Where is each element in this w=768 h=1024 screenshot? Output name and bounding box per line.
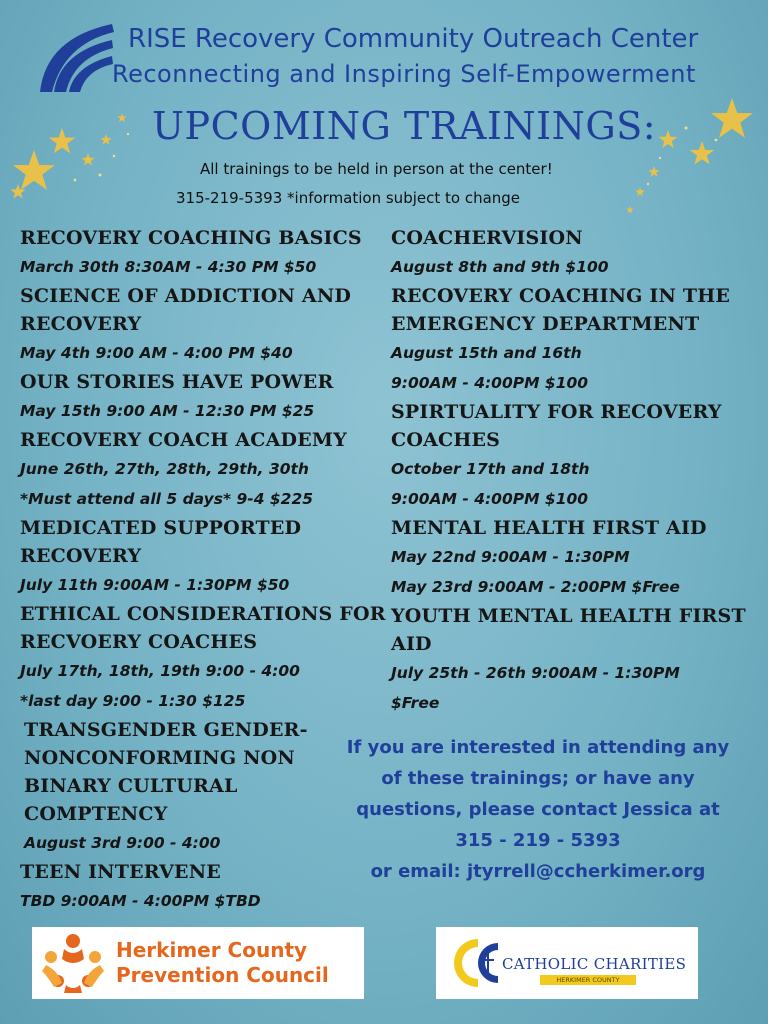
training-detail: May 15th 9:00 AM - 12:30 PM $25	[20, 402, 315, 420]
catholic-charities-logo	[436, 927, 698, 999]
training-title: OUR STORIES HAVE POWER	[20, 371, 334, 393]
training-detail: May 23rd 9:00AM - 2:00PM $Free	[391, 578, 680, 596]
training-detail: August 15th and 16th	[391, 344, 582, 362]
trainings-right-column	[391, 224, 753, 718]
training-detail: 9:00AM - 4:00PM $100	[391, 374, 589, 392]
training-detail: $Free	[391, 694, 440, 712]
catholic-charities-name: CATHOLIC CHARITIES	[502, 955, 687, 973]
training-detail: October 17th and 18th	[391, 460, 590, 478]
training-title: SPIRTUALITY FOR RECOVERY COACHES	[391, 401, 722, 451]
training-item	[391, 602, 753, 718]
training-detail: TBD 9:00AM - 4:00PM $TBD	[20, 892, 261, 910]
training-item	[20, 368, 386, 426]
training-item	[20, 426, 386, 514]
training-item	[20, 224, 386, 282]
cc-emblem-icon	[440, 933, 510, 993]
training-item	[391, 514, 753, 602]
training-detail: July 25th - 26th 9:00AM - 1:30PM	[391, 664, 680, 682]
training-item	[20, 282, 386, 368]
training-title: RECOVERY COACHING BASICS	[20, 227, 362, 249]
training-title: ETHICAL CONSIDERATIONS FOR RECVOERY COACHES	[20, 603, 386, 653]
training-title: SCIENCE OF ADDICTION AND RECOVERY	[20, 285, 352, 335]
trainings-left-column	[20, 224, 386, 916]
training-item	[20, 514, 386, 600]
training-detail: *last day 9:00 - 1:30 $125	[20, 692, 246, 710]
catholic-charities-sub: HERKIMER COUNTY	[540, 975, 636, 985]
in-person-note: All trainings to be held in person at the center!	[200, 160, 553, 178]
training-title: TEEN INTERVENE	[20, 861, 221, 883]
contact-message: If you are interested in attending any of these trainings; or have any questions, please contact Jessica at	[346, 737, 730, 820]
training-title: MEDICATED SUPPORTED RECOVERY	[20, 517, 302, 567]
training-detail: June 26th, 27th, 28th, 29th, 30th	[20, 460, 309, 478]
training-detail: *Must attend all 5 days* 9-4 $225	[20, 490, 314, 508]
training-detail: March 30th 8:30AM - 4:30 PM $50	[20, 258, 317, 276]
training-title: YOUTH MENTAL HEALTH FIRST AID	[391, 605, 746, 655]
training-detail: August 3rd 9:00 - 4:00	[24, 834, 221, 852]
herkimer-logo-text	[116, 938, 329, 988]
training-title: TRANSGENDER GENDER-NONCONFORMING NON BINARY CULTURAL COMPTENCY	[24, 719, 308, 825]
training-item	[20, 600, 386, 716]
contact-email: or email: jtyrrell@ccherkimer.org	[370, 861, 706, 882]
training-item	[391, 398, 753, 514]
training-detail: July 17th, 18th, 19th 9:00 - 4:00	[20, 662, 300, 680]
training-detail: 9:00AM - 4:00PM $100	[391, 490, 589, 508]
org-name: RISE Recovery Community Outreach Center	[128, 24, 699, 54]
training-item	[20, 858, 386, 916]
training-item	[391, 282, 753, 398]
phone-note: 315-219-5393 *information subject to change	[176, 189, 521, 207]
stars-decoration-icon	[0, 80, 768, 230]
tagline: Reconnecting and Inspiring Self-Empowerment	[112, 60, 696, 88]
herkimer-line-1: Herkimer County	[116, 938, 308, 962]
training-title: RECOVERY COACH ACADEMY	[20, 429, 347, 451]
people-circle-icon	[38, 931, 108, 995]
training-title: MENTAL HEALTH FIRST AID	[391, 517, 707, 539]
training-item	[391, 224, 753, 282]
contact-phone: 315 - 219 - 5393	[455, 830, 621, 851]
training-detail: May 22nd 9:00AM - 1:30PM	[391, 548, 630, 566]
herkimer-prevention-council-logo	[32, 927, 364, 999]
contact-block	[344, 732, 732, 887]
training-title: COACHERVISION	[391, 227, 583, 249]
training-title: RECOVERY COACHING IN THE EMERGENCY DEPARTMENT	[391, 285, 731, 335]
training-detail: August 8th and 9th $100	[391, 258, 609, 276]
herkimer-line-2: Prevention Council	[116, 963, 329, 987]
training-detail: May 4th 9:00 AM - 4:00 PM $40	[20, 344, 293, 362]
page-title: UPCOMING TRAININGS:	[152, 104, 657, 148]
training-detail: July 11th 9:00AM - 1:30PM $50	[20, 576, 290, 594]
training-item	[20, 716, 386, 858]
